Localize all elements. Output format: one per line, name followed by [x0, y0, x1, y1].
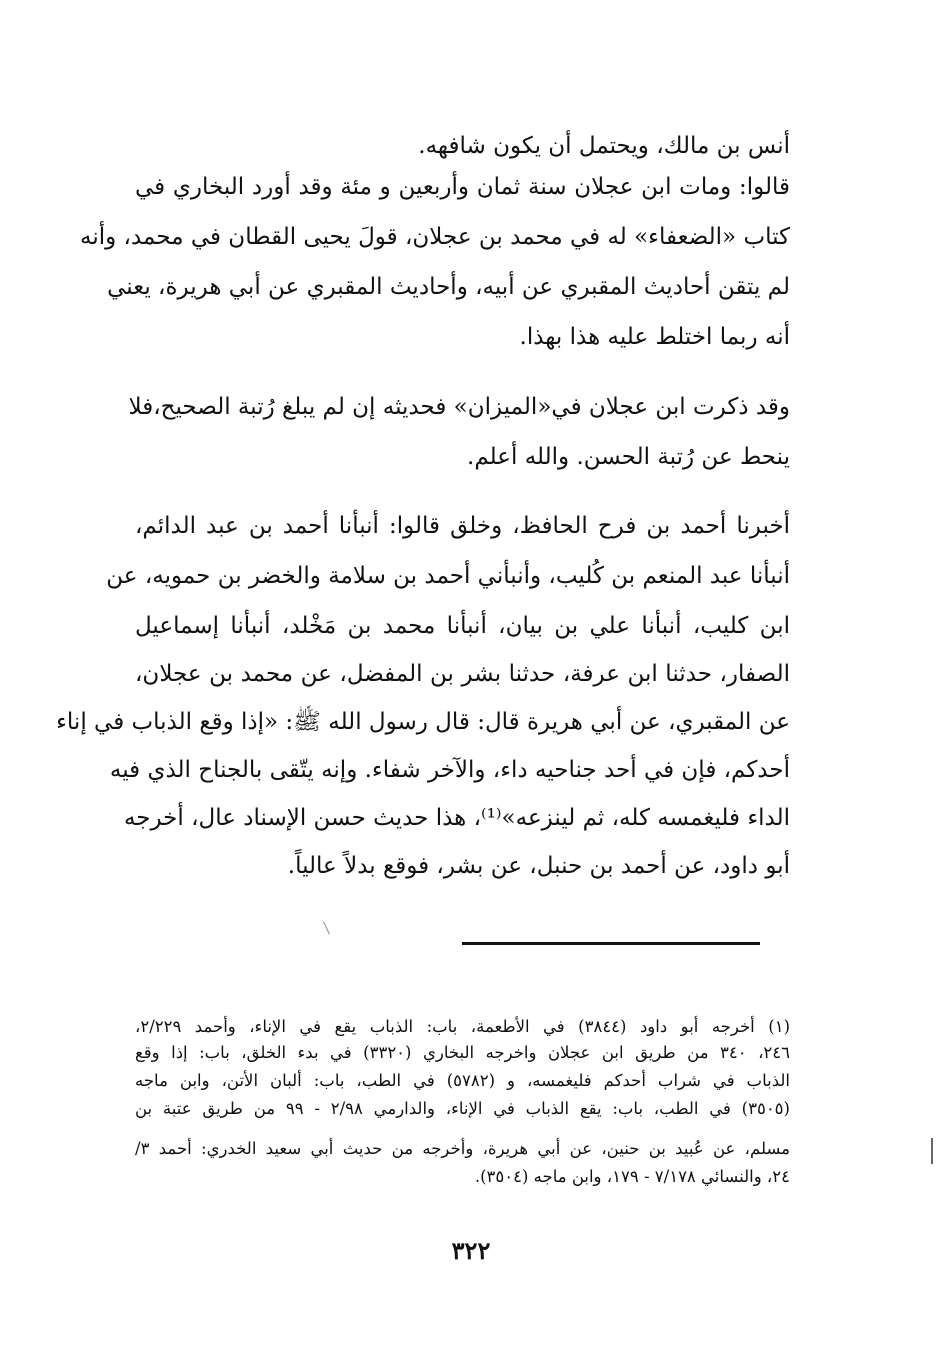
body-line: قالوا: ومات ابن عجلان سنة ثمان وأربعين و مئة وقد أورد البخاري في	[135, 174, 790, 200]
body-line: أخبرنا أحمد بن فرح الحافظ، وخلق قالوا: أنبأنا أحمد بن عبد الدائم،	[135, 513, 790, 539]
scan-margin-mark	[931, 1138, 933, 1164]
body-line: أنه ربما اختلط عليه هذا بهذا.	[519, 324, 790, 350]
body-line: لم يتقن أحاديث المقبري عن أبيه، وأحاديث المقبري عن أبي هريرة، يعني	[107, 274, 790, 300]
footnote-line: (١) أخرجه أبو داود (٣٨٤٤) في الأطعمة، باب: الذباب يقع في الإناء، وأحمد ٢/٢٢٩،	[135, 1017, 790, 1036]
body-line: الداء فليغمسه كله، ثم لينزعه»⁽¹⁾، هذا حديث حسن الإسناد عال، أخرجه	[123, 805, 790, 831]
body-line: أنبأنا عبد المنعم بن كُليب، وأنبأني أحمد بن سلامة والخضر بن حمويه، عن	[106, 563, 790, 589]
body-line: كتاب «الضعفاء» له في محمد بن عجلان، قولَ يحيى القطان في محمد، وأنه	[80, 224, 790, 250]
scan-stray-mark	[323, 921, 330, 934]
body-line: أحدكم، فإن في أحد جناحيه داء، والآخر شفاء. وإنه يتّقى بالجناح الذي فيه	[109, 757, 790, 783]
footnote-line: ٢٤، والنسائي ٧/١٧٨ - ١٧٩، وابن ماجه (٣٥٠٤).	[474, 1167, 790, 1186]
body-line: ابن كليب، أنبأنا علي بن بيان، أنبأنا محمد بن مَخْلد، أنبأنا إسماعيل	[135, 613, 790, 639]
body-line: وقد ذكرت ابن عجلان في«الميزان» فحديثه إن لم يبلغ رُتبة الصحيح،فلا	[128, 394, 790, 420]
footnote-separator	[462, 942, 760, 945]
body-line: أنس بن مالك، ويحتمل أن يكون شافهه.	[418, 133, 790, 159]
page-number: ٣٢٢	[451, 1236, 491, 1265]
footnote-line: الذباب في شراب أحدكم فليغمسه، و (٥٧٨٢) في الطب، باب: ألبان الأتن، وابن ماجه	[135, 1071, 790, 1090]
footnote-line: ٢٤٦، ٣٤٠ من طريق ابن عجلان واخرجه البخاري (٣٣٢٠) في بدء الخلق، باب: إذا وقع	[135, 1043, 790, 1062]
footnote-line: (٣٥٠٥) في الطب، باب: يقع الذباب في الإناء، والدارمي ٢/٩٨ - ٩٩ من طريق عتبة بن	[135, 1099, 790, 1118]
body-line: أبو داود، عن أحمد بن حنبل، عن بشر، فوقع بدلاً عالياً.	[287, 853, 790, 879]
body-line: عن المقبري، عن أبي هريرة قال: قال رسول الله ﷺ: «إذا وقع الذباب في إناء	[56, 709, 790, 735]
footnote-line: مسلم، عن عُبيد بن حنين، عن أبي هريرة، وأخرجه من حديث أبي سعيد الخدري: أحمد ٣/	[135, 1139, 790, 1158]
body-line: ينحط عن رُتبة الحسن. والله أعلم.	[467, 444, 790, 470]
body-line: الصفار، حدثنا ابن عرفة، حدثنا بشر بن المفضل، عن محمد بن عجلان،	[135, 661, 790, 687]
